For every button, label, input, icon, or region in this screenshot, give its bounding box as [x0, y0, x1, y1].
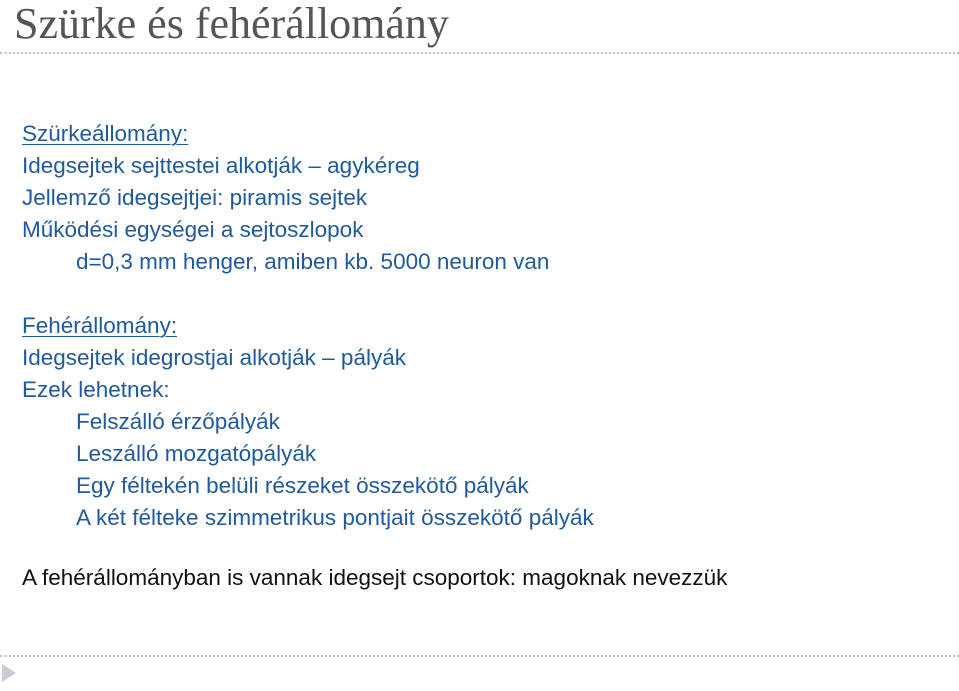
gray-matter-sub-line: d=0,3 mm henger, amiben kb. 5000 neuron van [76, 249, 550, 274]
white-matter-sub-line: Felszálló érzőpályák [76, 409, 280, 434]
footer-divider [0, 655, 959, 657]
slide-title: Szürke és fehérállomány [14, 0, 449, 48]
gray-matter-line: Működési egységei a sejtoszlopok [22, 217, 364, 242]
section-spacer [22, 534, 942, 562]
white-matter-sub-line: Egy féltekén belüli részeket összekötő pályák [76, 473, 529, 498]
gray-matter-line: Idegsejtek sejttestei alkotják – agykéreg [22, 153, 420, 178]
triangle-right-icon[interactable] [2, 664, 16, 682]
white-matter-sub-line: Leszálló mozgatópályák [76, 441, 317, 466]
conclusion-text: A fehérállományban is vannak idegsejt csoportok: magoknak nevezzük [22, 565, 728, 590]
white-matter-sub-line: A két félteke szimmetrikus pontjait összekötő pályák [76, 505, 594, 530]
gray-matter-line: Jellemző idegsejtjei: piramis sejtek [22, 185, 368, 210]
white-matter-heading: Fehérállomány: [22, 313, 178, 338]
title-divider [0, 52, 959, 54]
slide-body [22, 118, 942, 594]
section-spacer [22, 278, 942, 310]
white-matter-line: Idegsejtek idegrostjai alkotják – pályák [22, 345, 406, 370]
white-matter-line: Ezek lehetnek: [22, 377, 170, 402]
gray-matter-heading: Szürkeállomány: [22, 121, 189, 146]
